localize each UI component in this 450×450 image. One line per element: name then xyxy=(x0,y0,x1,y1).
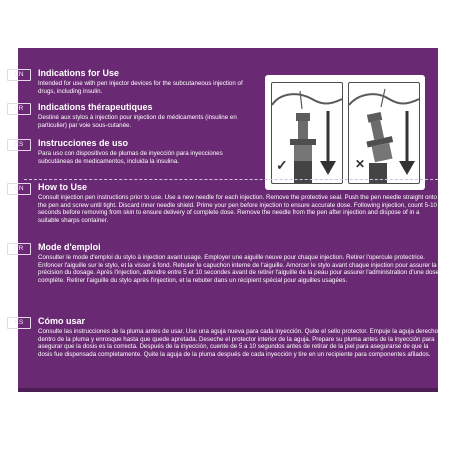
lang-badge: ES xyxy=(7,139,31,151)
section-howto-fr xyxy=(14,242,440,284)
section-title: Indications thérapeutiques xyxy=(38,102,153,112)
section-indications-en xyxy=(14,68,250,95)
section-title: Mode d'emploi xyxy=(38,242,101,252)
section-title: Cómo usar xyxy=(38,316,86,326)
lang-badge: ES xyxy=(7,317,31,329)
section-body: Destiné aux stylos à injection pour injection de médicaments (insuline en particulier) par voie sous-cutanée. xyxy=(38,114,237,129)
section-body: Intended for use with pen injector devices for the subcutaneous injection of drugs, including insulin. xyxy=(38,80,243,95)
incorrect-technique-panel xyxy=(348,82,420,184)
needle-illustration xyxy=(265,75,425,190)
correct-technique-panel xyxy=(271,82,343,184)
lang-badge: FR xyxy=(7,103,31,115)
section-divider xyxy=(24,179,438,180)
section-title: Instrucciones de uso xyxy=(38,138,129,148)
section-body: Consult injection pen instructions prior to use. Use a new needle for each injection. Remove the protective seal. Push the pen needle straight onto the pen and screw until tight. Discard inner needle shield. Prime your pen before injection to ensure accurate dose. Following injection, count 5-10 seconds before removing from skin to ensure delivery of complete dose. Remove the needle from the pen after injection and dispose of in a suitable sharps container. xyxy=(38,194,437,224)
check-mark: ✓ xyxy=(276,157,288,173)
section-body: Consulter le mode d'emploi du stylo à injection avant usage. Employer une aiguille neuve pour chaque injection. Retirer l'opercule protectrice. Enfoncer l'aiguille sur le stylo, et la visser à fond. Rebuter le capuchon interne de l'aiguille. Amorcer le stylo avant chaque injection pour assurer la précision du dosage. Après l'injection, attendre entre 5 et 10 secondes avant de retirer l'aiguille de la peau pour assurer l'administration d'une dose complète. Retirer l'aiguille du stylo après l'injection, et la rebuter dans un récipient spécial pour aiguilles usagées. xyxy=(38,254,439,284)
section-body: Consulte las instrucciones de la pluma antes de usar. Use una aguja nueva para cada inyección. Quite el sello protector. Empuje la aguja derecho dentro de la pluma y enrosque hasta que quede apretada. Deseche el protector interior de la aguja. Prepare su pluma antes de la inyección para asegurar que la dosis es la correcta. Después de la inyección, cuente de 5 a 10 segundos antes de retirar de la piel para asegurarse de que la dosis fue dispensada completamente. Quite la aguja de la pluma después de cada inyección y tire en un recipiente para componentes afilados. xyxy=(38,328,439,358)
section-howto-en xyxy=(14,182,440,224)
lang-badge: FR xyxy=(7,243,31,255)
section-title: How to Use xyxy=(38,182,88,192)
section-body: Para uso con dispositivos de plumas de inyección para inyecciones subcutáneas de medicamentos, incluida la insulina. xyxy=(38,150,223,165)
cross-mark: ✕ xyxy=(355,157,366,171)
lang-badge: EN xyxy=(7,183,31,195)
section-howto-es xyxy=(14,316,440,358)
section-title: Indications for Use xyxy=(38,68,120,78)
lang-badge: EN xyxy=(7,69,31,81)
section-indications-fr xyxy=(14,102,250,129)
section-indications-es xyxy=(14,138,250,165)
